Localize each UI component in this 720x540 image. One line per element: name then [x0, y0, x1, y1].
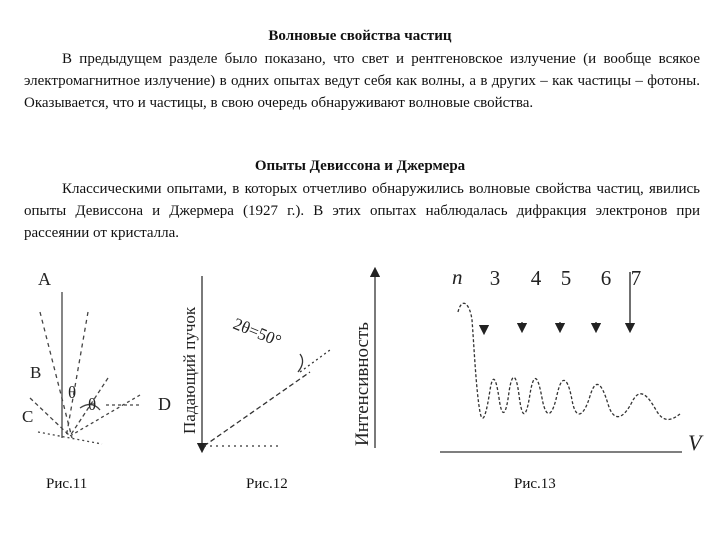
intro-text: В предыдущем разделе было показано, что свет и рентгеновское излучение (и вообще всякое электромагнитное излучение) в одних опытах ведут себя как волны, а в других – как частицы – фотоны. Оказывается, что и частицы, в свою очередь обнаруживают волновые свойства.: [24, 51, 700, 111]
section-title: Волновые свойства частиц: [268, 28, 452, 44]
fig11-label-theta-1: θ: [68, 383, 77, 402]
fig11-label-a: A: [38, 269, 51, 289]
fig12-detector-line: [300, 350, 330, 372]
fig12-caption: Рис.12: [246, 476, 288, 492]
fig11-label-d: D: [158, 394, 171, 414]
fig13-label-n: n: [452, 265, 463, 289]
fig13-peak-label-6: 6: [600, 266, 612, 290]
fig13-peak-label-5: 5: [560, 266, 572, 290]
fig12-angle-arc: [298, 354, 303, 372]
figure-12: [202, 276, 330, 448]
fig11-caption: Рис.11: [46, 476, 88, 492]
fig13-label-v: V: [688, 430, 702, 455]
fig13-peak-label-4: 4: [530, 266, 542, 290]
fig11-ray-5: [70, 395, 140, 436]
fig11-label-b: B: [30, 363, 42, 382]
fig13-peak-markers: [484, 266, 641, 330]
fig13-peak-label-3: 3: [489, 266, 501, 290]
fig11-crystal: [38, 432, 102, 444]
fig12-scattered-ray: [204, 372, 310, 446]
fig13-label-intensity: Интенсивность: [352, 322, 373, 446]
fig11-label-theta-2: θ: [88, 395, 97, 414]
fig11-ray-1: [40, 312, 72, 438]
subsection-title: Опыты Девиссона и Джермера: [254, 158, 466, 174]
figure-13: [375, 272, 682, 452]
fig11-label-c: C: [22, 407, 34, 426]
fig13-intensity-curve: [458, 303, 680, 419]
fig13-peak-label-7: 7: [630, 266, 642, 290]
body-text: Классическими опытами, в которых отчетливо обнаружились волновые свойства частиц, явились опыты Девиссона и Джермера (1927 г.). В этих опытах наблюдалась дифракция электронов при рассеянии от кристалла.: [24, 181, 700, 241]
fig12-label-beam: Падающий пучок: [180, 306, 199, 434]
figure-11: [30, 292, 140, 444]
fig11-ray-2: [66, 312, 88, 438]
fig11-ray-3: [30, 398, 70, 436]
fig12-label-angle: 2θ=50°: [230, 314, 285, 351]
fig13-caption: Рис.13: [514, 476, 556, 492]
